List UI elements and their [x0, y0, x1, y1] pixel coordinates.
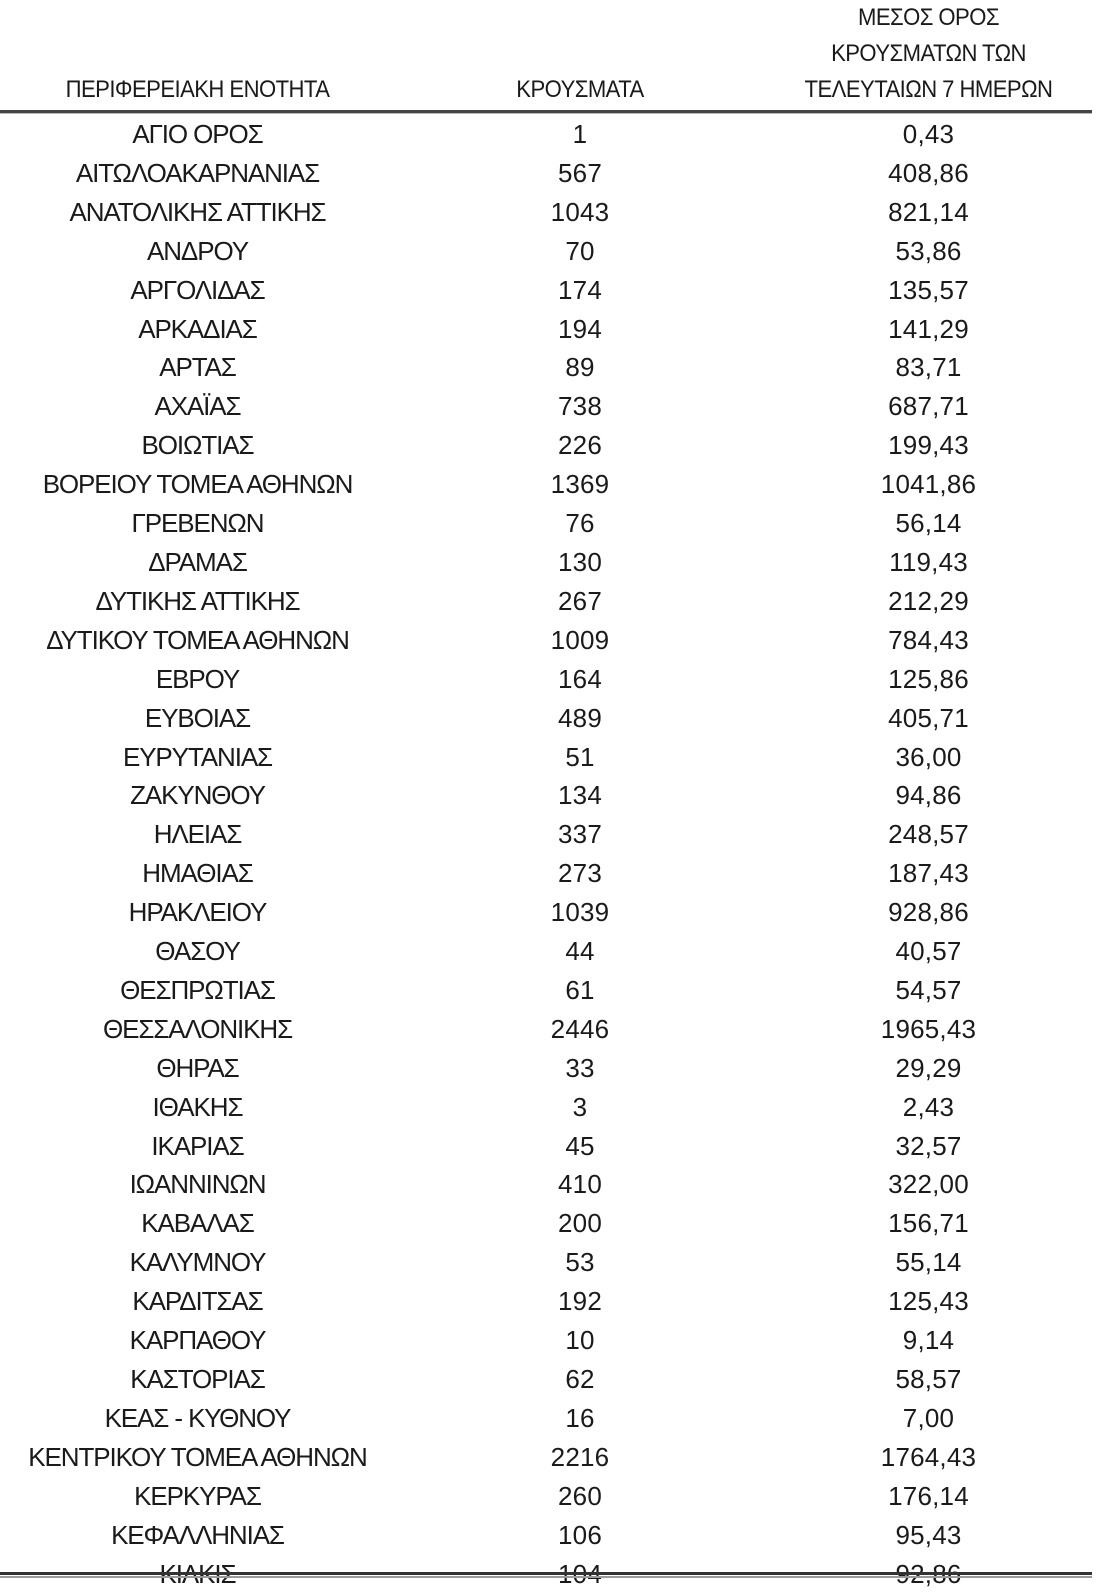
cell-avg7: 29,29: [765, 1049, 1092, 1088]
cell-region: ΑΧΑΪΑΣ: [0, 387, 395, 426]
cell-avg7: 95,43: [765, 1516, 1092, 1555]
cell-cases: 337: [395, 815, 765, 854]
table-row: [0, 426, 1092, 465]
cell-region: ΘΗΡΑΣ: [0, 1049, 395, 1088]
cell-avg7: 687,71: [765, 387, 1092, 426]
header-cases: [410, 0, 750, 112]
table-row: [0, 1127, 1092, 1166]
cell-cases: 33: [395, 1049, 765, 1088]
cell-cases: 1039: [395, 893, 765, 932]
cell-region: ΘΕΣΣΑΛΟΝΙΚΗΣ: [0, 1010, 395, 1049]
cell-region: ΕΥΡΥΤΑΝΙΑΣ: [0, 738, 395, 777]
cell-avg7: 187,43: [765, 854, 1092, 893]
table-row: [0, 193, 1092, 232]
cell-region: ΔΥΤΙΚΗΣ ΑΤΤΙΚΗΣ: [0, 582, 395, 621]
cell-region: ΘΕΣΠΡΩΤΙΑΣ: [0, 971, 395, 1010]
cell-region: ΚΑΡΠΑΘΟΥ: [0, 1321, 395, 1360]
header-region: [16, 0, 379, 112]
cell-avg7: 784,43: [765, 621, 1092, 660]
cell-avg7: 1041,86: [765, 465, 1092, 504]
table-row: [0, 699, 1092, 738]
table-row: [0, 660, 1092, 699]
table-row: [0, 582, 1092, 621]
header-avg7-line2: ΚΡΟΥΣΜΑΤΩΝ ΤΩΝ: [778, 36, 1079, 72]
table-row: [0, 543, 1092, 582]
cell-region: ΚΑΛΥΜΝΟΥ: [0, 1243, 395, 1282]
cell-region: ΚΑΡΔΙΤΣΑΣ: [0, 1282, 395, 1321]
table-row: [0, 815, 1092, 854]
table-row: [0, 1477, 1092, 1516]
table-row: [0, 1165, 1092, 1204]
table-row: [0, 971, 1092, 1010]
table-row: [0, 893, 1092, 932]
cell-region: ΑΙΤΩΛΟΑΚΑΡΝΑΝΙΑΣ: [0, 154, 395, 193]
cell-avg7: 928,86: [765, 893, 1092, 932]
cell-avg7: 119,43: [765, 543, 1092, 582]
cell-region: ΚΕΡΚΥΡΑΣ: [0, 1477, 395, 1516]
header-avg7-line3: ΤΕΛΕΥΤΑΙΩΝ 7 ΗΜΕΡΩΝ: [778, 72, 1079, 108]
table-row: [0, 1282, 1092, 1321]
cell-avg7: 135,57: [765, 271, 1092, 310]
table-row: [0, 1516, 1092, 1555]
cell-cases: 567: [395, 154, 765, 193]
cell-avg7: 32,57: [765, 1127, 1092, 1166]
cell-avg7: 1965,43: [765, 1010, 1092, 1049]
table-row: [0, 932, 1092, 971]
cell-avg7: 322,00: [765, 1165, 1092, 1204]
table-bottom-rule: [0, 1572, 1092, 1575]
cell-cases: 194: [395, 310, 765, 349]
cell-avg7: 248,57: [765, 815, 1092, 854]
cell-region: ΗΜΑΘΙΑΣ: [0, 854, 395, 893]
cell-avg7: 55,14: [765, 1243, 1092, 1282]
cell-cases: 192: [395, 1282, 765, 1321]
table-row: [0, 1204, 1092, 1243]
cell-cases: 53: [395, 1243, 765, 1282]
table-header: [0, 0, 1092, 112]
table-row: [0, 232, 1092, 271]
cell-cases: 164: [395, 660, 765, 699]
cell-avg7: 408,86: [765, 154, 1092, 193]
cell-avg7: 94,86: [765, 776, 1092, 815]
cell-region: ΕΥΒΟΙΑΣ: [0, 699, 395, 738]
table-row: [0, 387, 1092, 426]
cell-avg7: 0,43: [765, 112, 1092, 154]
cell-avg7: 7,00: [765, 1399, 1092, 1438]
cell-cases: 106: [395, 1516, 765, 1555]
cell-cases: 130: [395, 543, 765, 582]
cell-cases: 738: [395, 387, 765, 426]
cell-region: ΚΑΣΤΟΡΙΑΣ: [0, 1360, 395, 1399]
cell-avg7: 176,14: [765, 1477, 1092, 1516]
cell-cases: 3: [395, 1088, 765, 1127]
table-row: [0, 854, 1092, 893]
cell-region: ΓΡΕΒΕΝΩΝ: [0, 504, 395, 543]
cell-avg7: 405,71: [765, 699, 1092, 738]
cell-cases: 1: [395, 112, 765, 154]
table-row: [0, 1321, 1092, 1360]
cell-cases: 410: [395, 1165, 765, 1204]
table-row: [0, 776, 1092, 815]
cell-region: ΑΡΚΑΔΙΑΣ: [0, 310, 395, 349]
table-row: [0, 348, 1092, 387]
cell-avg7: 821,14: [765, 193, 1092, 232]
cell-region: ΚΑΒΑΛΑΣ: [0, 1204, 395, 1243]
header-avg7: [778, 0, 1079, 112]
cell-cases: 51: [395, 738, 765, 777]
table-row: [0, 738, 1092, 777]
cell-avg7: 141,29: [765, 310, 1092, 349]
table-row: [0, 465, 1092, 504]
cell-cases: 273: [395, 854, 765, 893]
cell-region: ΚΕΝΤΡΙΚΟΥ ΤΟΜΕΑ ΑΘΗΝΩΝ: [0, 1438, 395, 1477]
cell-cases: 16: [395, 1399, 765, 1438]
header-avg7-line1: ΜΕΣΟΣ ΟΡΟΣ: [778, 0, 1079, 36]
cell-cases: 134: [395, 776, 765, 815]
table-row: [0, 621, 1092, 660]
cell-avg7: 40,57: [765, 932, 1092, 971]
cell-cases: 89: [395, 348, 765, 387]
cell-cases: 76: [395, 504, 765, 543]
cell-cases: 45: [395, 1127, 765, 1166]
table-row: [0, 504, 1092, 543]
cell-region: ΒΟΙΩΤΙΑΣ: [0, 426, 395, 465]
cell-cases: 70: [395, 232, 765, 271]
cell-avg7: 125,43: [765, 1282, 1092, 1321]
cell-avg7: 36,00: [765, 738, 1092, 777]
cell-region: ΑΝΑΤΟΛΙΚΗΣ ΑΤΤΙΚΗΣ: [0, 193, 395, 232]
table-row: [0, 154, 1092, 193]
header-cases-label: ΚΡΟΥΣΜΑΤΑ: [410, 72, 750, 108]
cell-region: ΗΡΑΚΛΕΙΟΥ: [0, 893, 395, 932]
cell-region: ΑΓΙΟ ΟΡΟΣ: [0, 112, 395, 154]
cell-region: ΖΑΚΥΝΘΟΥ: [0, 776, 395, 815]
cell-region: ΕΒΡΟΥ: [0, 660, 395, 699]
cell-avg7: 58,57: [765, 1360, 1092, 1399]
cell-avg7: 2,43: [765, 1088, 1092, 1127]
cell-cases: 10: [395, 1321, 765, 1360]
cell-avg7: 125,86: [765, 660, 1092, 699]
cell-region: ΑΝΔΡΟΥ: [0, 232, 395, 271]
cell-avg7: 1764,43: [765, 1438, 1092, 1477]
cell-region: ΚΕΑΣ - ΚΥΘΝΟΥ: [0, 1399, 395, 1438]
cell-cases: 61: [395, 971, 765, 1010]
cell-cases: 267: [395, 582, 765, 621]
table-row: [0, 1243, 1092, 1282]
cell-region: ΔΡΑΜΑΣ: [0, 543, 395, 582]
cell-cases: 226: [395, 426, 765, 465]
cell-region: ΙΚΑΡΙΑΣ: [0, 1127, 395, 1166]
cell-cases: 62: [395, 1360, 765, 1399]
cell-avg7: 56,14: [765, 504, 1092, 543]
cell-avg7: 83,71: [765, 348, 1092, 387]
cell-region: ΗΛΕΙΑΣ: [0, 815, 395, 854]
table-row: [0, 1360, 1092, 1399]
table-body: [0, 112, 1092, 1593]
cell-region: ΑΡΓΟΛΙΔΑΣ: [0, 271, 395, 310]
cell-avg7: 156,71: [765, 1204, 1092, 1243]
cell-cases: 1369: [395, 465, 765, 504]
cell-region: ΙΩΑΝΝΙΝΩΝ: [0, 1165, 395, 1204]
table-row: [0, 112, 1092, 154]
table-bottom-rule-secondary: [0, 1576, 1092, 1578]
header-row: [0, 0, 1092, 112]
cell-region: ΔΥΤΙΚΟΥ ΤΟΜΕΑ ΑΘΗΝΩΝ: [0, 621, 395, 660]
cell-cases: 260: [395, 1477, 765, 1516]
header-region-label: ΠΕΡΙΦΕΡΕΙΑΚΗ ΕΝΟΤΗΤΑ: [16, 72, 379, 108]
cell-cases: 2446: [395, 1010, 765, 1049]
cell-avg7: 212,29: [765, 582, 1092, 621]
table-row: [0, 271, 1092, 310]
cell-cases: 489: [395, 699, 765, 738]
table-row: [0, 1399, 1092, 1438]
cell-cases: 2216: [395, 1438, 765, 1477]
cell-region: ΒΟΡΕΙΟΥ ΤΟΜΕΑ ΑΘΗΝΩΝ: [0, 465, 395, 504]
cell-region: ΙΘΑΚΗΣ: [0, 1088, 395, 1127]
cell-avg7: 54,57: [765, 971, 1092, 1010]
cell-region: ΘΑΣΟΥ: [0, 932, 395, 971]
cell-cases: 1043: [395, 193, 765, 232]
table-row: [0, 1438, 1092, 1477]
cell-avg7: 9,14: [765, 1321, 1092, 1360]
cell-region: ΑΡΤΑΣ: [0, 348, 395, 387]
cell-cases: 200: [395, 1204, 765, 1243]
table-row: [0, 1049, 1092, 1088]
cell-cases: 174: [395, 271, 765, 310]
cell-cases: 1009: [395, 621, 765, 660]
table-row: [0, 1010, 1092, 1049]
cell-region: ΚΕΦΑΛΛΗΝΙΑΣ: [0, 1516, 395, 1555]
table-row: [0, 310, 1092, 349]
table-row: [0, 1088, 1092, 1127]
cell-cases: 44: [395, 932, 765, 971]
cell-avg7: 199,43: [765, 426, 1092, 465]
cell-avg7: 53,86: [765, 232, 1092, 271]
